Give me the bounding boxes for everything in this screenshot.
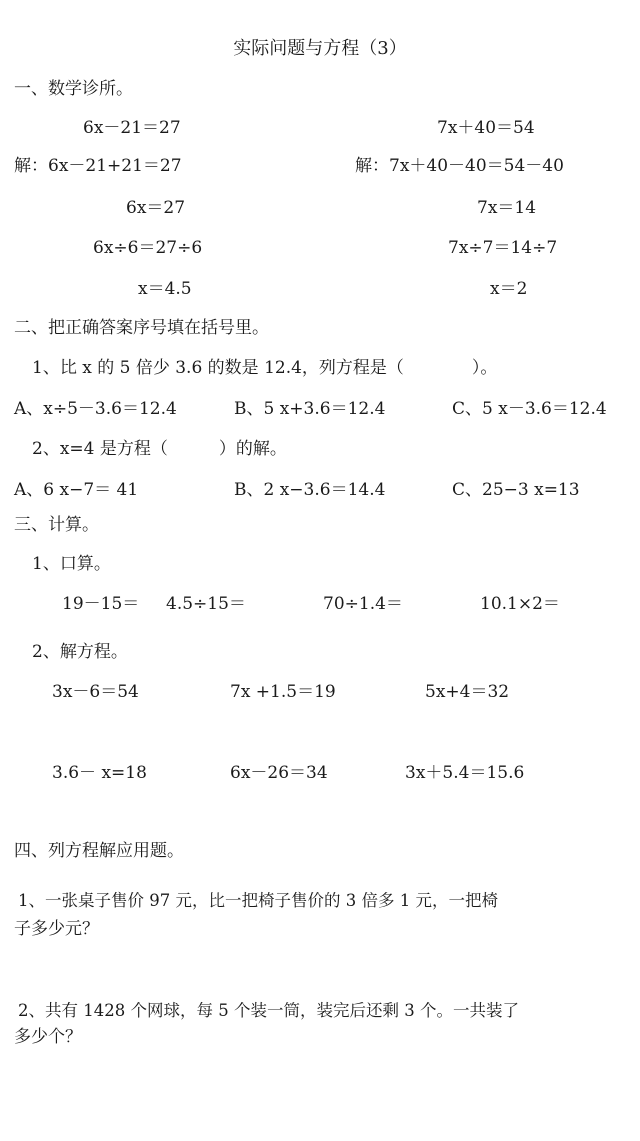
left-step-2: 6x＝27	[126, 198, 186, 218]
equation-3: 5x+4＝32	[425, 682, 510, 702]
word-problem-2-line-1: 2、共有 1428 个网球，每 5 个装一筒，装完后还剩 3 个。一共装了	[18, 1001, 519, 1020]
oral-item-1: 19－15＝	[62, 594, 140, 614]
section-3-heading: 三、计算。	[14, 515, 99, 535]
word-problem-2-line-2: 多少个？	[14, 1027, 82, 1047]
word-problem-1-line-1: 1、一张桌子售价 97 元，比一把椅子售价的 3 倍多 1 元，一把椅	[18, 891, 498, 910]
question-2-2-option-c: C、25−3 x=13	[452, 480, 580, 500]
oral-item-2: 4.5÷15＝	[166, 594, 246, 614]
equation-1: 3x－6＝54	[52, 682, 139, 702]
equation-4: 3.6－ x=18	[52, 763, 147, 783]
left-step-3: 6x÷6＝27÷6	[93, 238, 203, 258]
page-title: 实际问题与方程（3）	[233, 38, 407, 59]
left-solve-line: 解：6x－21+21＝27	[14, 156, 182, 176]
solve-equations-heading: 2、解方程。	[32, 642, 128, 662]
equation-2: 7x +1.5＝19	[230, 682, 336, 702]
equation-6: 3x＋5.4＝15.6	[405, 763, 525, 783]
left-equation: 6x－21＝27	[83, 118, 181, 138]
left-result: x＝4.5	[138, 279, 192, 299]
question-2-1-option-c: C、5 x－3.6＝12.4	[452, 399, 607, 419]
question-2-1-option-b: B、5 x+3.6＝12.4	[234, 399, 386, 419]
right-step-2: 7x＝14	[477, 198, 537, 218]
oral-calc-heading: 1、口算。	[32, 554, 111, 574]
right-solve-line: 解：7x＋40－40＝54－40	[355, 156, 564, 176]
right-equation: 7x＋40＝54	[437, 118, 535, 138]
oral-item-3: 70÷1.4＝	[323, 594, 403, 614]
oral-item-4: 10.1×2＝	[480, 594, 560, 614]
question-2-2: 2、x=4 是方程（ ）的解。	[32, 439, 287, 459]
equation-5: 6x－26＝34	[230, 763, 328, 783]
section-4-heading: 四、列方程解应用题。	[14, 841, 184, 861]
question-2-2-option-b: B、2 x−3.6＝14.4	[234, 480, 386, 500]
section-1-heading: 一、数学诊所。	[14, 79, 133, 99]
question-2-1-option-a: A、x÷5－3.6＝12.4	[14, 399, 177, 419]
question-2-2-option-a: A、6 x−7＝ 41	[14, 480, 139, 500]
question-2-1: 1、比 x 的 5 倍少 3.6 的数是 12.4，列方程是（ ）。	[32, 358, 498, 378]
word-problem-1-line-2: 子多少元？	[14, 919, 99, 939]
right-result: x＝2	[490, 279, 528, 299]
section-2-heading: 二、把正确答案序号填在括号里。	[14, 318, 269, 338]
right-step-3: 7x÷7＝14÷7	[448, 238, 558, 258]
